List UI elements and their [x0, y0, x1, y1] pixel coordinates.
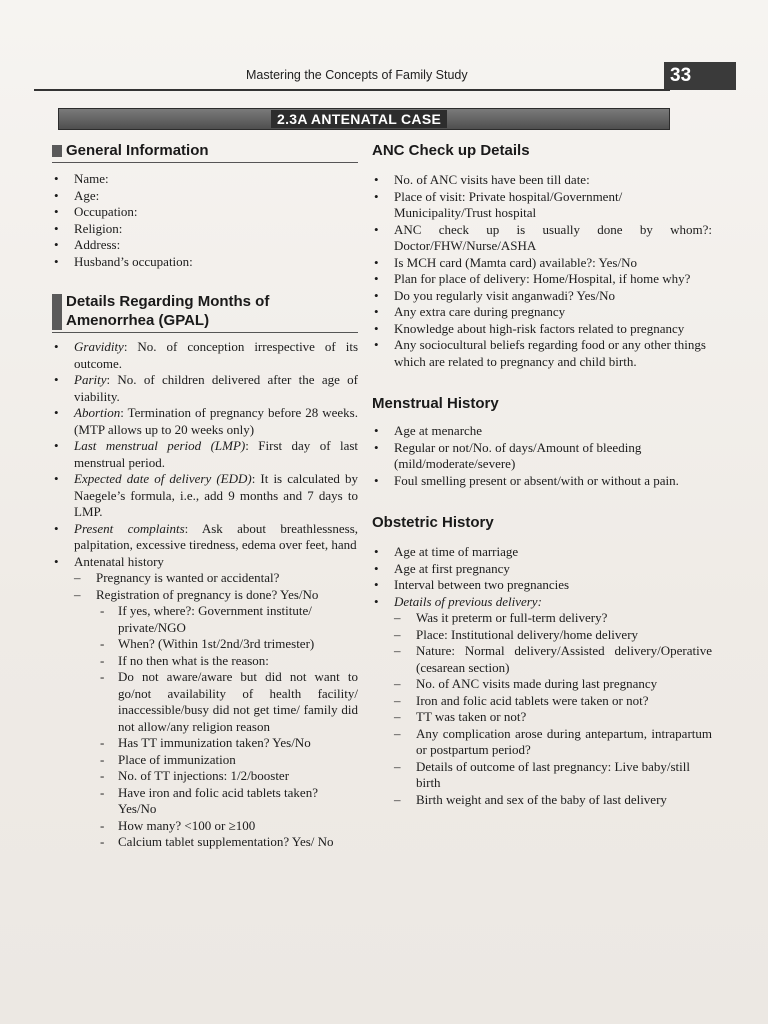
list-item: • Do you regularly visit anganwadi? Yes/No — [372, 288, 712, 305]
banner-title: 2.3A ANTENATAL CASE — [271, 110, 447, 128]
obstetric-history-list — [372, 544, 712, 808]
list-item: • Age at time of marriage — [372, 544, 712, 561]
sub-list-item: – TT was taken or not? — [372, 709, 712, 726]
sub-sub-list-item: - If no then what is the reason: — [52, 653, 358, 670]
section-banner — [58, 108, 670, 130]
list-item: • Abortion: Termination of pregnancy before 28 weeks. (MTP allows up to 20 weeks only) — [52, 405, 358, 438]
list-item: • Occupation: — [52, 204, 358, 221]
gpal-list — [52, 339, 358, 851]
sub-list-item: – Nature: Normal delivery/Assisted delivery/Operative (cesarean section) — [372, 643, 712, 676]
sub-sub-list-item: - When? (Within 1st/2nd/3rd trimester) — [52, 636, 358, 653]
list-item: • Age: — [52, 188, 358, 205]
list-item: • Plan for place of delivery: Home/Hospital, if home why? — [372, 271, 712, 288]
sub-sub-list-item: - Do not aware/aware but did not want to go/not availability of health facility/ inaccessible/busy did not get time/ family did not allow/any religion reason — [52, 669, 358, 735]
sub-sub-list-item: - If yes, where?: Government institute/ private/NGO — [52, 603, 358, 636]
list-item: • Last menstrual period (LMP): First day of last menstrual period. — [52, 438, 358, 471]
page-number-badge: 33 — [664, 62, 736, 90]
list-item: • Age at first pregnancy — [372, 561, 712, 578]
sub-list-item: – No. of ANC visits made during last pregnancy — [372, 676, 712, 693]
gpal-heading: Details Regarding Months of Amenorrhea (GPAL) — [52, 292, 358, 333]
list-item: • Foul smelling present or absent/with or without a pain. — [372, 473, 712, 490]
heading-marker-icon — [52, 145, 62, 157]
anc-heading: ANC Check up Details — [372, 142, 530, 159]
sub-list-item: – Details of outcome of last pregnancy: Live baby/still birth — [372, 759, 712, 792]
list-item: • Address: — [52, 237, 358, 254]
list-item: • Antenatal history — [52, 554, 358, 571]
general-information-heading: General Information — [52, 141, 358, 163]
list-item: • Name: — [52, 171, 358, 188]
sub-list-item: – Registration of pregnancy is done? Yes/No — [52, 587, 358, 604]
anc-list — [372, 172, 712, 370]
list-item: • Husband’s occupation: — [52, 254, 358, 271]
list-item: • Parity: No. of children delivered after the age of viability. — [52, 372, 358, 405]
sub-sub-list-item: - Has TT immunization taken? Yes/No — [52, 735, 358, 752]
list-item: • ANC check up is usually done by whom?: Doctor/FHW/Nurse/ASHA — [372, 222, 712, 255]
menstrual-history-heading: Menstrual History — [372, 395, 499, 412]
list-item: • Age at menarche — [372, 423, 712, 440]
list-item: • Knowledge about high-risk factors related to pregnancy — [372, 321, 712, 338]
right-column — [372, 141, 712, 808]
list-item: • Place of visit: Private hospital/Government/ Municipality/Trust hospital — [372, 189, 712, 222]
sub-sub-list-item: - How many? <100 or ≥100 — [52, 818, 358, 835]
sub-sub-list-item: - Have iron and folic acid tablets taken? Yes/No — [52, 785, 358, 818]
sub-list-item: – Place: Institutional delivery/home delivery — [372, 627, 712, 644]
sub-sub-list-item: - Place of immunization — [52, 752, 358, 769]
list-item: • Regular or not/No. of days/Amount of bleeding (mild/moderate/severe) — [372, 440, 712, 473]
list-item: • Expected date of delivery (EDD): It is calculated by Naegele’s formula, i.e., add 9 months and 7 days to LMP. — [52, 471, 358, 521]
sub-list-item: – Pregnancy is wanted or accidental? — [52, 570, 358, 587]
sub-sub-list-item: - No. of TT injections: 1/2/booster — [52, 768, 358, 785]
list-item: • Gravidity: No. of conception irrespective of its outcome. — [52, 339, 358, 372]
list-item: • Any extra care during pregnancy — [372, 304, 712, 321]
list-item: • Religion: — [52, 221, 358, 238]
running-header-title: Mastering the Concepts of Family Study — [246, 68, 468, 82]
heading-marker-icon — [52, 294, 62, 330]
list-item: • Any sociocultural beliefs regarding food or any other things which are related to pregnancy and child birth. — [372, 337, 712, 370]
list-item: • Is MCH card (Mamta card) available?: Yes/No — [372, 255, 712, 272]
header-rule — [34, 89, 670, 91]
list-item: • Details of previous delivery: — [372, 594, 712, 611]
sub-sub-list-item: - Calcium tablet supplementation? Yes/ No — [52, 834, 358, 851]
sub-list-item: – Was it preterm or full-term delivery? — [372, 610, 712, 627]
list-item: • Interval between two pregnancies — [372, 577, 712, 594]
general-information-list — [52, 171, 358, 270]
list-item: • No. of ANC visits have been till date: — [372, 172, 712, 189]
left-column — [52, 141, 358, 851]
list-item: • Present complaints: Ask about breathlessness, palpitation, excessive tiredness, edema over feet, hand — [52, 521, 358, 554]
sub-list-item: – Iron and folic acid tablets were taken or not? — [372, 693, 712, 710]
sub-list-item: – Birth weight and sex of the baby of last delivery — [372, 792, 712, 809]
menstrual-history-list — [372, 423, 712, 489]
obstetric-history-heading: Obstetric History — [372, 514, 494, 531]
sub-list-item: – Any complication arose during antepartum, intrapartum or postpartum period? — [372, 726, 712, 759]
